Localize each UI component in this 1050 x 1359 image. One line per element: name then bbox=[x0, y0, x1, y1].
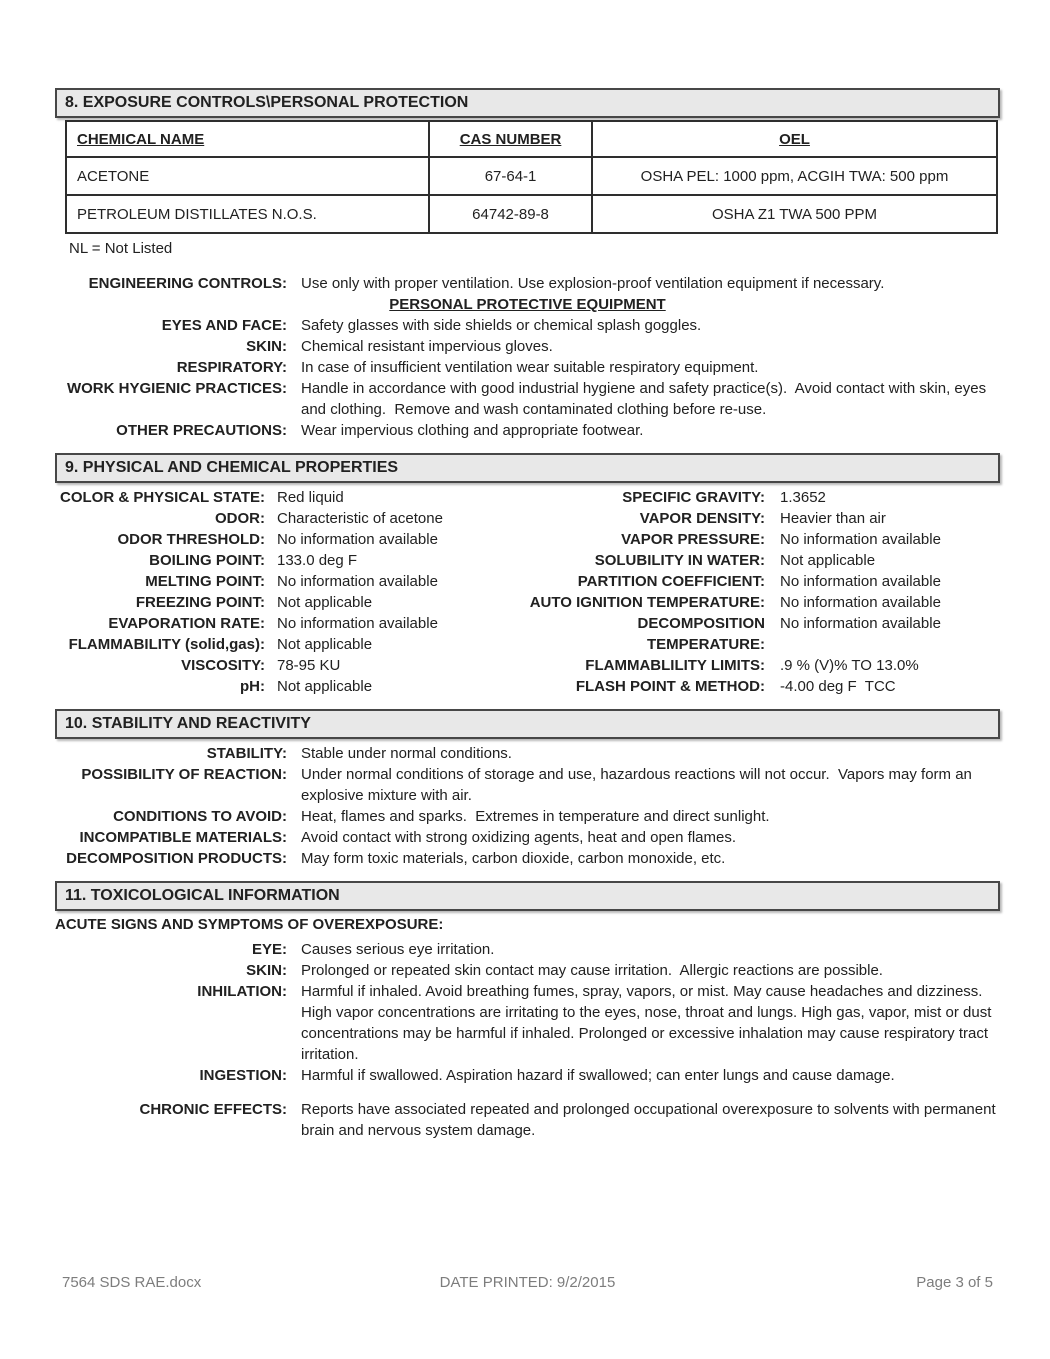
field-label: ENGINEERING CONTROLS: bbox=[88, 275, 287, 292]
field-label: CONDITIONS TO AVOID: bbox=[113, 808, 287, 825]
field-label: OTHER PRECAUTIONS: bbox=[116, 422, 287, 439]
field-value: In case of insufficient ventilation wear suitable respiratory equipment. bbox=[301, 359, 759, 376]
page-content bbox=[55, 88, 1000, 1141]
field-label: POSSIBILITY OF REACTION: bbox=[81, 766, 287, 783]
field-value: No information available bbox=[780, 531, 941, 548]
acute-signs-subheading: ACUTE SIGNS AND SYMPTOMS OF OVEREXPOSURE: bbox=[55, 916, 444, 933]
field-value: Reports have associated repeated and prolonged occupational overexposure to solvents with permanent brain and nervous system damage. bbox=[301, 1101, 1000, 1139]
toxicology-fields bbox=[55, 939, 1000, 1141]
field-value: No information available bbox=[277, 531, 438, 548]
field-value: Not applicable bbox=[277, 678, 373, 695]
properties-right-column bbox=[525, 487, 1000, 697]
field-label: ODOR: bbox=[215, 510, 265, 527]
page-footer bbox=[62, 1272, 993, 1293]
field-label: FLAMMABLILITY LIMITS: bbox=[585, 657, 765, 674]
field-value: Causes serious eye irritation. bbox=[301, 941, 495, 958]
cell-oel: OSHA Z1 TWA 500 PPM bbox=[592, 195, 997, 233]
field-value: No information available bbox=[780, 594, 941, 611]
field-value: Under normal conditions of storage and use, hazardous reactions will not occur. Vapors may form an explosive mixture with air. bbox=[301, 766, 977, 804]
field-value: Heat, flames and sparks. Extremes in temperature and direct sunlight. bbox=[301, 808, 770, 825]
table-header-row bbox=[66, 121, 997, 157]
field-label: AUTO IGNITION TEMPERATURE: bbox=[529, 594, 765, 611]
field-value: 1.3652 bbox=[780, 489, 826, 506]
field-label: INGESTION: bbox=[199, 1067, 287, 1084]
section-9-header: 9. PHYSICAL AND CHEMICAL PROPERTIES bbox=[55, 453, 1000, 483]
col-header-chemical-name: CHEMICAL NAME bbox=[66, 121, 429, 157]
section-8-header: 8. EXPOSURE CONTROLS\PERSONAL PROTECTION bbox=[55, 88, 1000, 118]
field-value: Prolonged or repeated skin contact may cause irritation. Allergic reactions are possible. bbox=[301, 962, 883, 979]
field-value: No information available bbox=[277, 573, 438, 590]
field-value: Harmful if swallowed. Aspiration hazard if swallowed; can enter lungs and cause damage. bbox=[301, 1067, 895, 1084]
field-value: Harmful if inhaled. Avoid breathing fumes, spray, vapors, or mist. May cause headaches and dizziness. High vapor concentrations are irritating to the eyes, nose, throat and lungs. High gas, vapor, mist or dust concentrations may be harmful if inhaled. Prolonged or excessive inhalation may cause respiratory tract irritation. bbox=[301, 983, 996, 1063]
field-label: RESPIRATORY: bbox=[176, 359, 287, 376]
field-row bbox=[55, 357, 1000, 378]
cell-chemical-name: PETROLEUM DISTILLATES N.O.S. bbox=[66, 195, 429, 233]
field-label: EYES AND FACE: bbox=[161, 317, 287, 334]
ppe-heading: PERSONAL PROTECTIVE EQUIPMENT bbox=[389, 296, 666, 313]
field-label: VAPOR DENSITY: bbox=[639, 510, 765, 527]
table-row bbox=[66, 157, 997, 195]
field-row bbox=[55, 315, 1000, 336]
field-value: Not applicable bbox=[780, 552, 876, 569]
footer-filename: 7564 SDS RAE.docx bbox=[62, 1274, 202, 1291]
field-value: Red liquid bbox=[277, 489, 344, 506]
footer-date-printed: DATE PRINTED: 9/2/2015 bbox=[439, 1274, 616, 1291]
field-value: Heavier than air bbox=[780, 510, 886, 527]
section-11-header: 11. TOXICOLOGICAL INFORMATION bbox=[55, 881, 1000, 911]
field-label: WORK HYGIENIC PRACTICES: bbox=[66, 380, 287, 397]
field-value: Safety glasses with side shields or chemical splash goggles. bbox=[301, 317, 702, 334]
field-label: BOILING POINT: bbox=[149, 552, 265, 569]
field-label: CHRONIC EFFECTS: bbox=[139, 1101, 287, 1118]
field-label: SKIN: bbox=[246, 962, 287, 979]
field-label: FREEZING POINT: bbox=[135, 594, 265, 611]
field-value: Avoid contact with strong oxidizing agents, heat and open flames. bbox=[301, 829, 736, 846]
footer-page-number: Page 3 of 5 bbox=[916, 1274, 993, 1291]
field-value: No information available bbox=[780, 573, 941, 590]
table-row bbox=[66, 195, 997, 233]
field-value: No information available bbox=[277, 615, 438, 632]
field-label: DECOMPOSITION PRODUCTS: bbox=[66, 850, 287, 867]
col-header-oel: OEL bbox=[592, 121, 997, 157]
field-label: STABILITY: bbox=[206, 745, 287, 762]
field-label: EVAPORATION RATE: bbox=[108, 615, 265, 632]
field-row bbox=[55, 420, 1000, 441]
field-value: .9 % (V)% TO 13.0% bbox=[780, 657, 919, 674]
table-note: NL = Not Listed bbox=[69, 240, 173, 257]
field-value: No information available bbox=[780, 615, 941, 632]
field-value: Use only with proper ventilation. Use explosion-proof ventilation equipment if necessary. bbox=[301, 275, 885, 292]
field-label: SPECIFIC GRAVITY: bbox=[622, 489, 765, 506]
field-row bbox=[55, 378, 1000, 420]
cell-cas-number: 67-64-1 bbox=[429, 157, 592, 195]
field-row bbox=[55, 273, 1000, 294]
field-label: pH: bbox=[240, 678, 265, 695]
field-value: 133.0 deg F bbox=[277, 552, 358, 569]
field-value: May form toxic materials, carbon dioxide, carbon monoxide, etc. bbox=[301, 850, 726, 867]
field-label: PARTITION COEFFICIENT: bbox=[577, 573, 765, 590]
field-label: VISCOSITY: bbox=[181, 657, 265, 674]
field-label: INHILATION: bbox=[197, 983, 287, 1000]
field-label: COLOR & PHYSICAL STATE: bbox=[59, 489, 265, 506]
field-value: Stable under normal conditions. bbox=[301, 745, 512, 762]
field-value: 78-95 KU bbox=[277, 657, 341, 674]
field-label: SKIN: bbox=[246, 338, 287, 355]
col-header-cas-number: CAS NUMBER bbox=[429, 121, 592, 157]
field-label: DECOMPOSITION TEMPERATURE: bbox=[637, 615, 765, 653]
field-label: SOLUBILITY IN WATER: bbox=[594, 552, 765, 569]
field-row bbox=[55, 336, 1000, 357]
field-value: Chemical resistant impervious gloves. bbox=[301, 338, 553, 355]
section-10-header: 10. STABILITY AND REACTIVITY bbox=[55, 709, 1000, 739]
properties-left-column bbox=[55, 487, 525, 697]
field-label: ODOR THRESHOLD: bbox=[117, 531, 265, 548]
stability-fields bbox=[55, 743, 1000, 869]
field-value: -4.00 deg F TCC bbox=[780, 678, 896, 695]
cell-oel: OSHA PEL: 1000 ppm, ACGIH TWA: 500 ppm bbox=[592, 157, 997, 195]
field-label: FLASH POINT & METHOD: bbox=[575, 678, 765, 695]
cell-cas-number: 64742-89-8 bbox=[429, 195, 592, 233]
field-value: Wear impervious clothing and appropriate footwear. bbox=[301, 422, 644, 439]
chemical-exposure-table bbox=[65, 120, 998, 234]
field-label: EYE: bbox=[251, 941, 287, 958]
field-label: INCOMPATIBLE MATERIALS: bbox=[79, 829, 287, 846]
field-value: Not applicable bbox=[277, 636, 373, 653]
field-value: Not applicable bbox=[277, 594, 373, 611]
field-label: FLAMMABILITY (solid,gas): bbox=[68, 636, 265, 653]
cell-chemical-name: ACETONE bbox=[66, 157, 429, 195]
field-label: VAPOR PRESSURE: bbox=[621, 531, 765, 548]
spacer bbox=[55, 1086, 1000, 1099]
field-value: Characteristic of acetone bbox=[277, 510, 443, 527]
field-value: Handle in accordance with good industrial hygiene and safety practice(s). Avoid contact with skin, eyes and clothing. Remove and wash contaminated clothing before re-use. bbox=[301, 380, 991, 418]
field-label: MELTING POINT: bbox=[145, 573, 265, 590]
physical-properties-columns bbox=[55, 487, 1000, 697]
